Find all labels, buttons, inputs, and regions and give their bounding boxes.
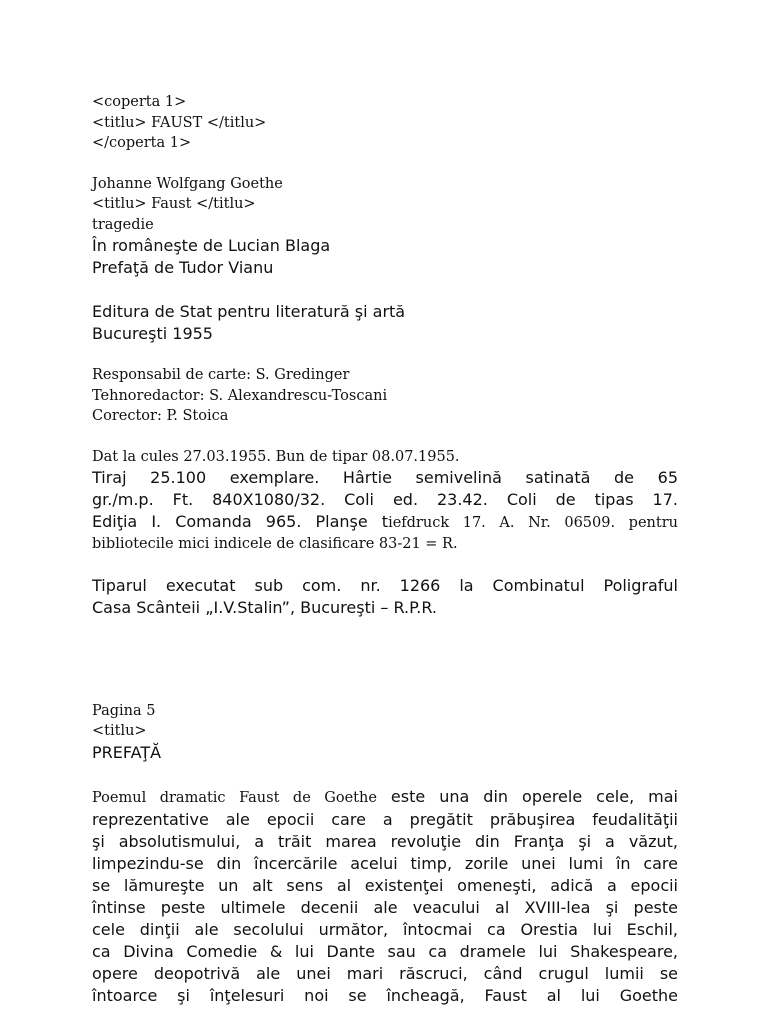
cover-title: <titlu> FAUST </titlu>: [92, 114, 267, 131]
page-marker-block: [92, 701, 678, 764]
credits-block: [92, 365, 678, 427]
cover-open-tag: <coperta 1>: [92, 94, 187, 110]
print-line-4: bibliotecile mici indicele de clasificare 83-21 = R.: [92, 536, 458, 552]
print-line-3-serif: iefdruck 17. A. Nr. 06509. pentru: [388, 515, 678, 531]
preface-line: întinse peste ultimele decenii ale veacului al XVIII-lea şi peste: [92, 897, 678, 917]
printing-line-2: Casa Scânteii „I.V.Stalin”, Bucureşti – R.P.R.: [92, 597, 437, 617]
preface-line-1-serif: Poemul dramatic Faust de Goethe: [92, 789, 377, 806]
publisher-name: Editura de Stat pentru literatură şi artă: [92, 302, 406, 321]
credit-responsible: Responsabil de carte: S. Gredinger: [92, 367, 350, 383]
preface-line: întoarce şi înţelesuri noi se încheagă, Faust al lui Goethe: [92, 985, 678, 1005]
preface-credit: Prefaţă de Tudor Vianu: [92, 258, 274, 277]
cover-block: [92, 92, 678, 154]
print-details-block: [92, 447, 678, 555]
printing-block: [92, 575, 678, 619]
cover-close-tag: </coperta 1>: [92, 135, 192, 151]
print-dates: Dat la cules 27.03.1955. Bun de tipar 08.07.1955.: [92, 448, 460, 465]
publisher-place-year: Bucureşti 1955: [92, 324, 213, 343]
translation-credit: În româneşte de Lucian Blaga: [92, 236, 331, 255]
preface-line: se lămureşte un alt sens al existenţei omeneşti, adică a epocii: [92, 875, 678, 895]
book-title: <titlu> Faust </titlu>: [92, 196, 256, 212]
author: Johanne Wolfgang Goethe: [92, 175, 283, 192]
print-line-2: gr./m.p. Ft. 840X1080/32. Coli ed. 23.42. Coli de tipas 17.: [92, 490, 678, 509]
preface-line: reprezentative ale epocii care a pregătit prăbuşirea feudalităţii: [92, 809, 678, 829]
publisher-block: [92, 301, 678, 345]
preface-line: ca Divina Comedie & lui Dante sau ca dramele lui Shakespeare,: [92, 941, 678, 961]
genre: tragedie: [92, 216, 154, 233]
credit-proofreader: Corector: P. Stoica: [92, 408, 229, 424]
preface-line: şi absolutismului, a trăit marea revoluţie din Franţa şi a văzut,: [92, 831, 678, 851]
print-line-3: [92, 511, 678, 534]
preface-line: limpezindu-se din încercările acelui timp, zorile unei lumi în care: [92, 853, 678, 873]
preface-line: cele dinţii ale secolului următor, întocmai ca Orestia lui Eschil,: [92, 919, 678, 939]
preface-line-1-sans: este una din operele cele, mai: [376, 786, 679, 806]
book-block: [92, 174, 678, 280]
document-page: [92, 92, 678, 1007]
print-line-3-sans: Ediţia I. Comanda 965. Planşe t: [92, 512, 389, 531]
page-number: Pagina 5: [92, 702, 156, 719]
preface-paragraph: [92, 786, 678, 1007]
preface-heading: PREFAŢĂ: [92, 742, 162, 762]
preface-line-1: [92, 786, 678, 809]
title-tag: <titlu>: [92, 723, 147, 739]
print-line-1: Tiraj 25.100 exemplare. Hârtie semivelină satinată de 65: [92, 468, 678, 487]
credit-tech-editor: Tehnoredactor: S. Alexandrescu-Toscani: [92, 387, 388, 404]
preface-line: opere deopotrivă ale unei mari răscruci, când crugul lumii se: [92, 963, 678, 983]
printing-line-1: Tiparul executat sub com. nr. 1266 la Combinatul Poligraful: [92, 575, 678, 595]
